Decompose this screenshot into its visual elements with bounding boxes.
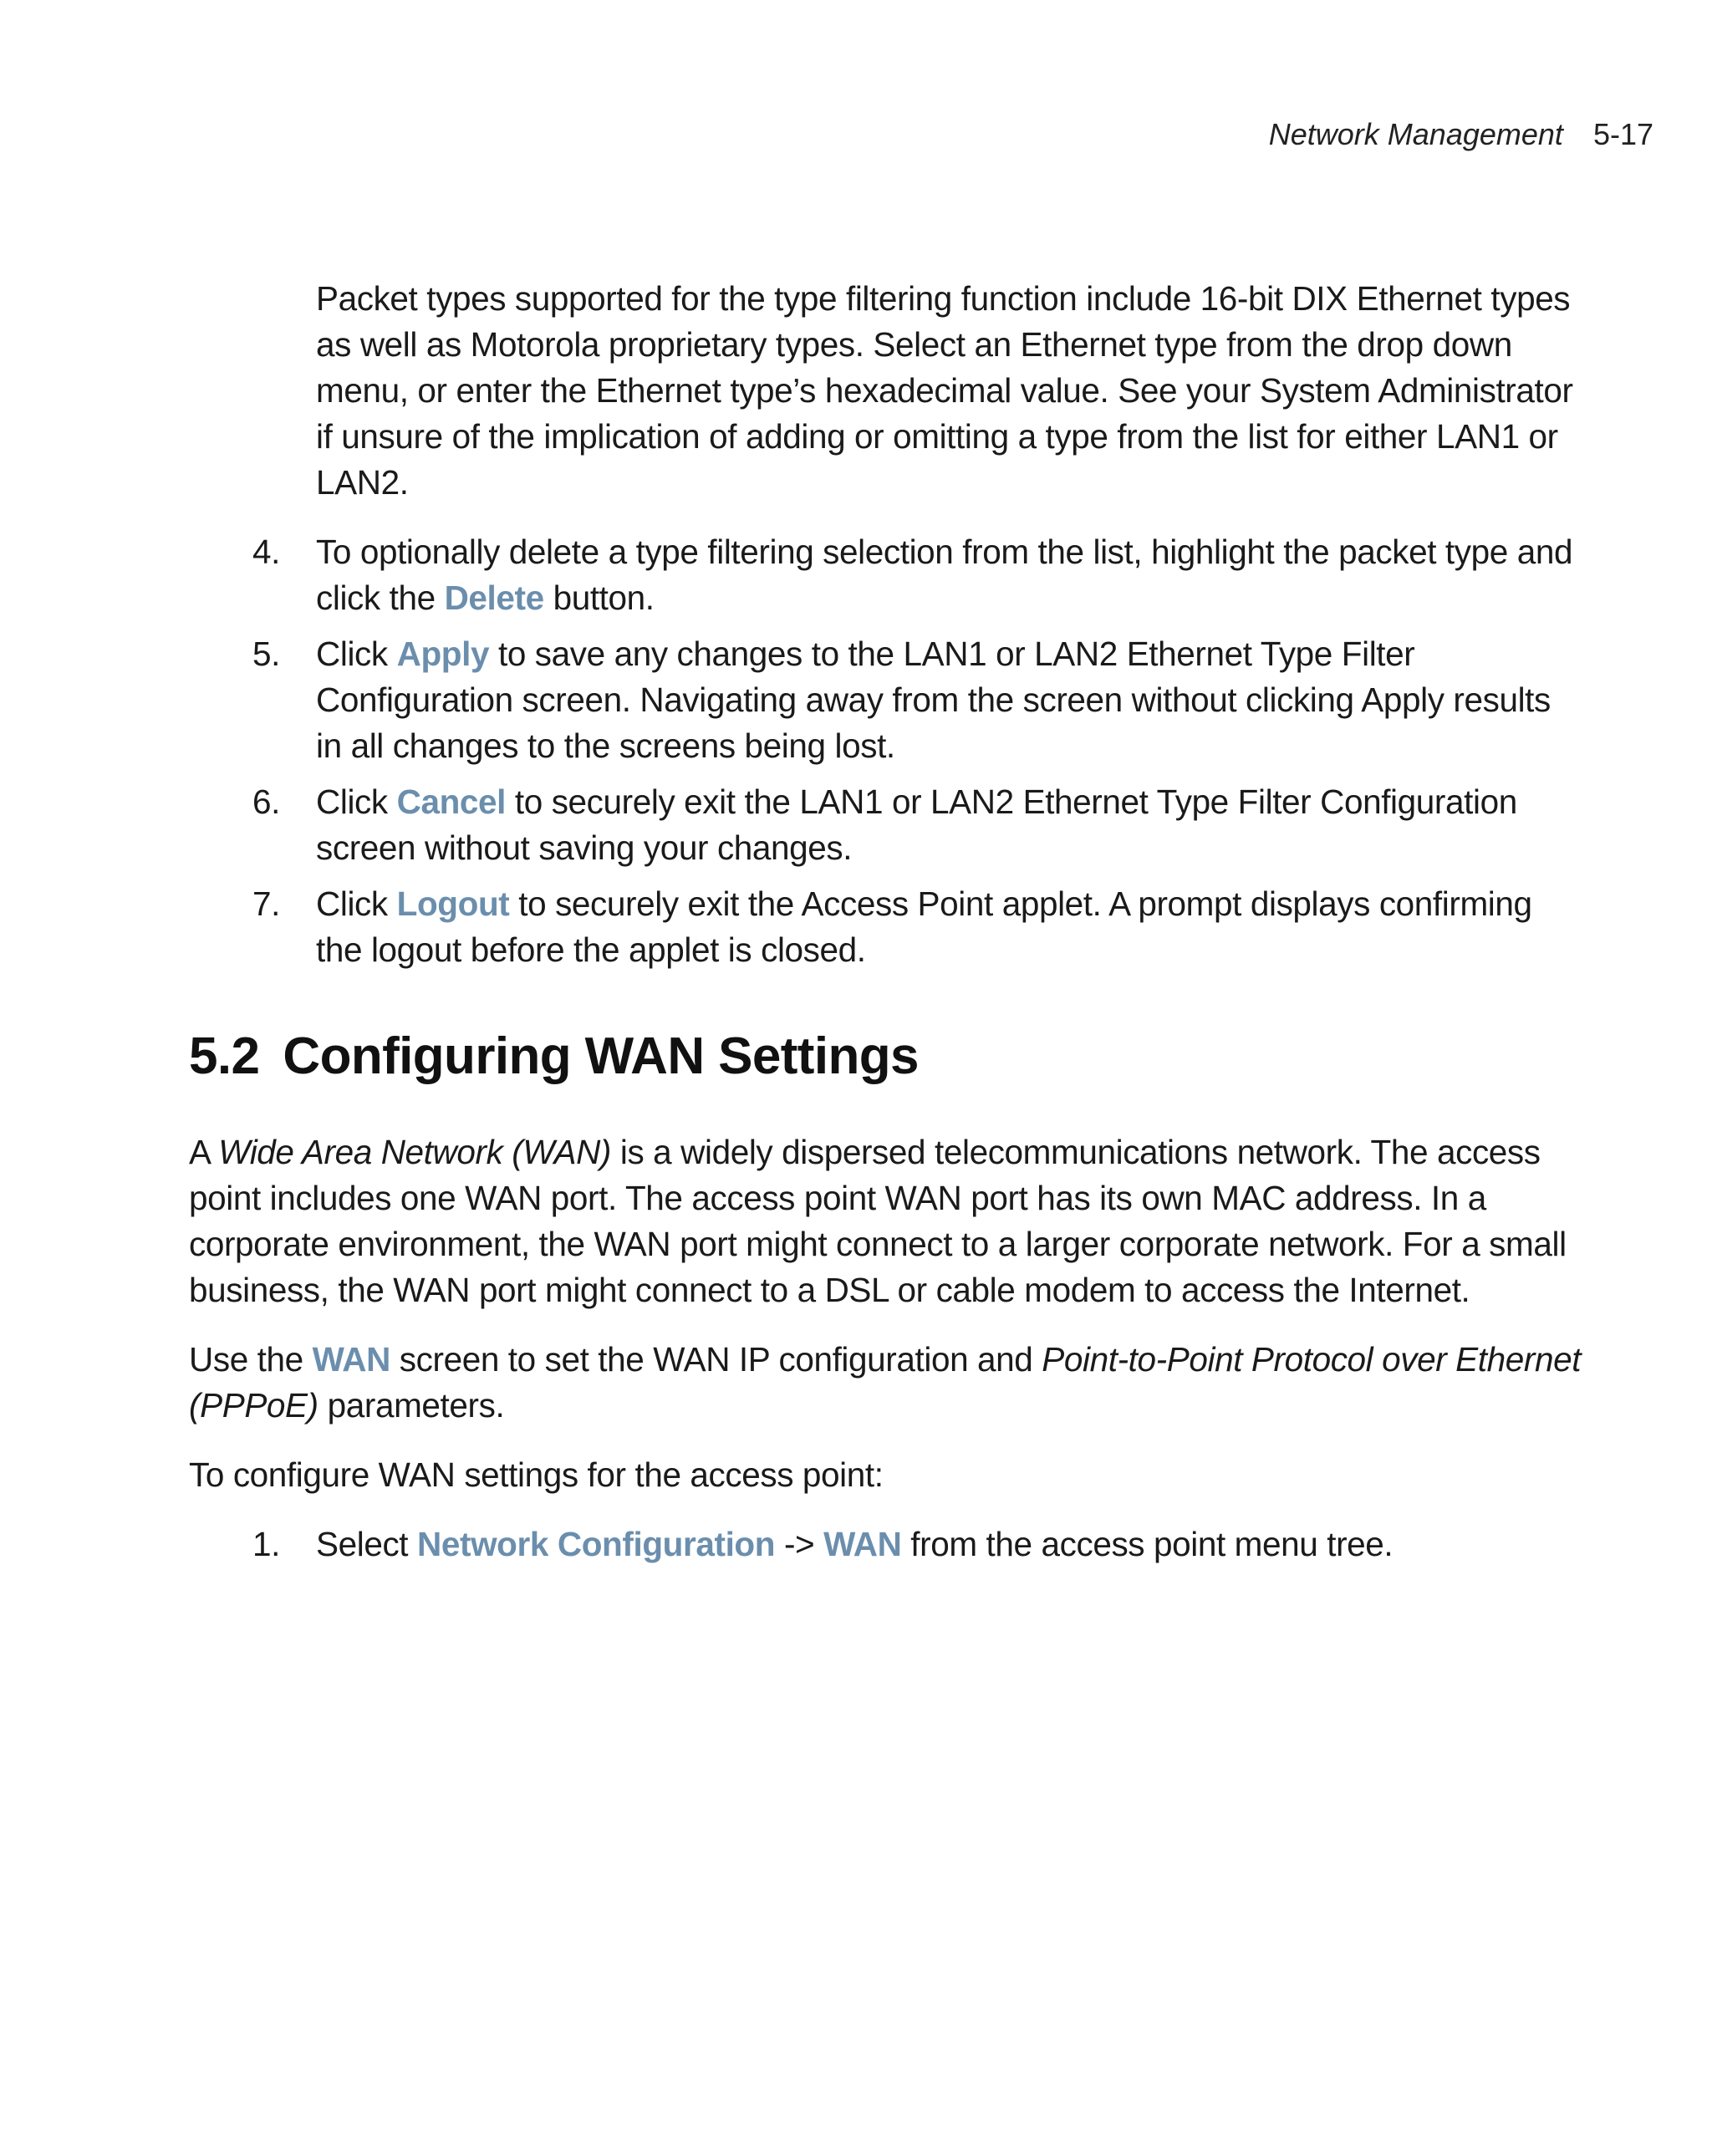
step-number: 5. [252, 635, 280, 673]
step-number: 7. [252, 884, 280, 923]
step-text: to securely exit the Access Point applet. A prompt displays confirming the logout before the applet is closed. [316, 884, 1532, 969]
step-number: 6. [252, 782, 280, 821]
step-number: 1. [252, 1525, 280, 1563]
step-text: Click [316, 782, 397, 821]
running-header-section: Network Management [1268, 117, 1563, 151]
delete-button-reference: Delete [444, 579, 544, 617]
logout-button-reference: Logout [396, 884, 510, 923]
page-number: 5-17 [1592, 117, 1653, 151]
step-5 [252, 631, 1585, 769]
step-text: Select [316, 1525, 418, 1563]
step-7 [252, 881, 1585, 973]
step-text: Click [316, 884, 397, 923]
wan-paragraph [189, 1129, 1585, 1313]
step-text: Click [316, 635, 397, 673]
section-heading [189, 1027, 1585, 1086]
configure-intro: To configure WAN settings for the access point: [189, 1455, 884, 1494]
section-number: 5.2 [189, 1027, 260, 1085]
section-title: Configuring WAN Settings [283, 1027, 919, 1085]
paragraph-text: parameters. [318, 1386, 505, 1425]
step-text: button. [543, 579, 655, 617]
wan-screen-reference: WAN [312, 1340, 390, 1379]
intro-paragraph: Packet types supported for the type filtering function include 16-bit DIX Ethernet types as well as Motorola proprietary types. Select an Ethernet type from the drop down menu, or enter the Ethernet type’s hexadecimal value. See your System Administrator if unsure of the implication of adding or omitting a type from the list for either LAN1 or LAN2. [316, 279, 1573, 502]
wan-term: Wide Area Network (WAN) [218, 1133, 612, 1171]
step-text: from the access point menu tree. [901, 1525, 1394, 1563]
step-1 [252, 1521, 1585, 1567]
step-text: to save any changes to the LAN1 or LAN2 Ethernet Type Filter Configuration screen. Navigating away from the screen without clicking Apply results in all changes to the screens being lost. [316, 635, 1551, 765]
use-paragraph [189, 1337, 1585, 1429]
paragraph-text: screen to set the WAN IP configuration and [390, 1340, 1042, 1379]
pppoe-term: Point-to-Point Protocol over Ethernet (PPPoE) [189, 1340, 1582, 1425]
apply-button-reference: Apply [396, 635, 490, 673]
wan-menu-reference: WAN [823, 1525, 902, 1563]
cancel-button-reference: Cancel [396, 782, 507, 821]
page-body [189, 276, 1585, 1577]
step-text: to securely exit the LAN1 or LAN2 Ethernet Type Filter Configuration screen without saving your changes. [316, 782, 1517, 867]
paragraph-text: Use the [189, 1340, 313, 1379]
network-configuration-menu-reference: Network Configuration [417, 1525, 776, 1563]
menu-arrow: -> [775, 1525, 824, 1563]
paragraph-text: is a widely dispersed telecommunications network. The access point includes one WAN port. The access point WAN port has its own MAC address. In a corporate environment, the WAN port might connect to a larger corporate network. For a small business, the WAN port might connect to a DSL or cable modem to access the Internet. [189, 1133, 1567, 1309]
step-number: 4. [252, 533, 280, 571]
paragraph-text: A [189, 1133, 219, 1171]
step-6 [252, 779, 1585, 871]
step-4 [252, 529, 1585, 621]
running-header [1269, 117, 1653, 152]
step-text: To optionally delete a type filtering selection from the list, highlight the packet type and click the [316, 533, 1573, 617]
